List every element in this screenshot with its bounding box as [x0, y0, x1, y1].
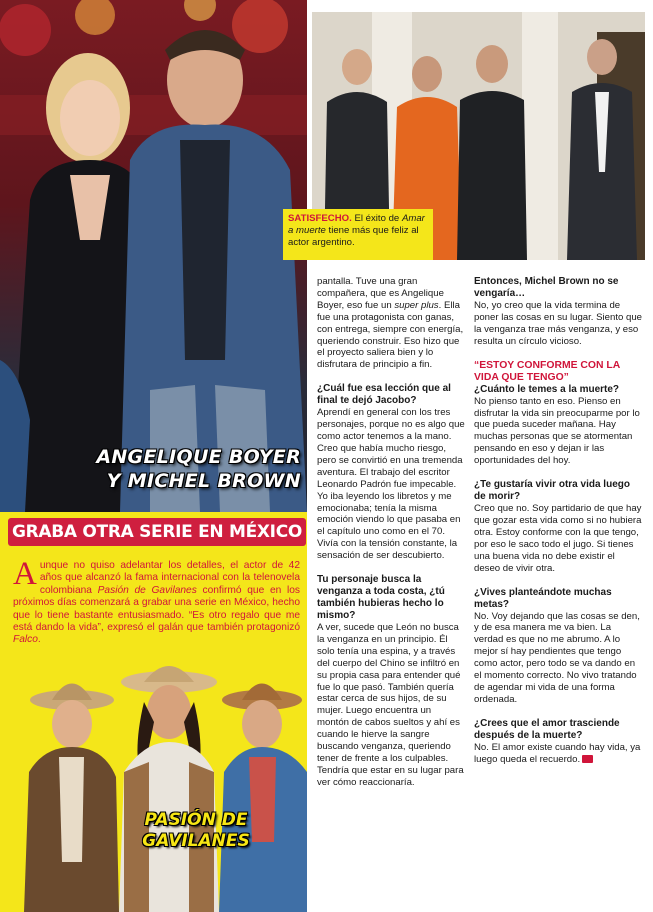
- answer: Creo que no. Soy partidario de que hay que gozar esta vida como si no hubiera otra. Estoy conforme con la que tengo, por eso le saco todo el jugo. Si tienes una buena vida no debe existir el deseo de vivir otra.: [474, 503, 642, 574]
- article-p1-emphasis: super plus: [394, 299, 439, 311]
- photo-caption-box: [283, 209, 433, 260]
- answer: No pienso tanto en eso. Pienso en disfrutar la vida sin preocuparme por lo que pueda suceder mañana. Hay muchas personas que se atormentan pensando en eso y dejan ir las oportunidades del hoy.: [474, 395, 640, 467]
- qa-block: [317, 383, 465, 562]
- question: Entonces, Michel Brown no se vengaría…: [474, 276, 619, 299]
- photo-caption-text1: El éxito de: [351, 213, 402, 224]
- question: ¿Te gustaría vivir otra vida luego de morir?: [474, 479, 630, 503]
- answer: No. Voy dejando que las cosas se den, y de esa manera me va bien. La verdad es que no me abrumo. A lo mejor sí hay pendientes que tengo como actor, pero todo se va dando en el momento correcto. No vivo tratando de agendar mi vida de una forma ordenada.: [474, 610, 640, 705]
- hero-photo: [0, 0, 307, 512]
- qa-block: [317, 574, 465, 789]
- sidebar-intro: [13, 556, 300, 647]
- hero-caption: [96, 445, 301, 493]
- qa-block: [474, 276, 642, 348]
- article-p1-end: . Ella fue una protagonista con ganas, con entrega, siempre con energía, queriendo construir. Eso hizo que el proyecto saliera bien y lo disfrutara de principio a fin.: [317, 299, 464, 371]
- answer: No, yo creo que la vida termina de poner las cosas en su lugar. Siento que la venganza trae más venganza, y eso resulta un círculo vicioso.: [474, 300, 643, 347]
- intro-show-title-2: Falco: [13, 634, 38, 646]
- intro-part2: confirmó que en los próximos días comenzará a grabar una serie en México, hecho que lo tiene bastante entusiasmado. “Es otro regalo que me está dando la vida”, expresó el galán que también protagonizó: [13, 584, 300, 634]
- cowboys-photo-illustration: [24, 662, 307, 912]
- drop-cap: A: [13, 556, 37, 592]
- qa-block: [474, 360, 642, 467]
- cowboys-caption: [116, 810, 276, 852]
- answer: A ver, sucede que León no busca la venganza en un principio. Él solo tenía una espina, y a través del cuerpo del Chino se infiltró en su propia casa para entender qué fue lo que pasó. También quería estar cerca de sus hijos, de su mujer. Luego encuentra un montón de cabos sueltos y ahí es cuando le hierve la sangre buscando venganza, queriendo tener de frente a los culpables. Tendría que estar en su lugar para ver cómo reaccionaría.: [317, 622, 464, 788]
- question: ¿Crees que el amor trasciende después de la muerte?: [474, 717, 620, 741]
- cowboys-caption-line2: GAVILANES: [142, 831, 250, 851]
- article-paragraph: [317, 276, 465, 371]
- article-p1: pantalla. Tuve una gran compañera, que es Angelique Boyer, eso fue un: [317, 276, 444, 311]
- cowboys-photo: [24, 662, 307, 912]
- hero-photo-illustration: [0, 0, 307, 512]
- hero-caption-line1: ANGELIQUE BOYER: [96, 446, 301, 468]
- photo-caption-label: SATISFECHO.: [288, 213, 352, 224]
- intro-end: .: [37, 634, 41, 646]
- hero-caption-line2: Y MICHEL BROWN: [106, 470, 301, 492]
- question: ¿Vives planteándote muchas metas?: [474, 586, 612, 610]
- section-title: GRABA OTRA SERIE EN MÉXICO: [11, 522, 303, 542]
- question: ¿Cuánto le temes a la muerte?: [474, 383, 620, 395]
- answer: Aprendí en general con los tres personajes, porque no es algo que como actor tenemos a la mano. Creo que había mucho riesgo, pero se convirtió en una tremenda aventura. El trabajo del escritor Leonardo Padrón fue impecable. Yo iba leyendo los libretos y me emocionaba; tenía la misma emoción viendo lo que pasaba en el capítulo uno como en el 70. Vivía con la tensión constante, la sensación de ser descubierto.: [317, 407, 465, 562]
- end-mark-icon: [582, 755, 593, 763]
- question: ¿Cuál fue esa lección que al final te dejó Jacobo?: [317, 383, 451, 407]
- qa-block: [474, 587, 642, 706]
- section-subhead: “ESTOY CONFORME CON LA VIDA QUE TENGO”: [474, 359, 620, 383]
- article-column-middle: [317, 276, 465, 801]
- question: Tu personaje busca la venganza a toda costa, ¿tú también hubieras hecho lo mismo?: [317, 574, 445, 622]
- qa-block: [474, 718, 642, 766]
- intro-show-title: Pasión de Gavilanes: [97, 584, 197, 596]
- article-column-right: [474, 276, 642, 778]
- cowboys-caption-line1: PASIÓN DE: [144, 810, 248, 830]
- photo-caption-show: Amar a muerte: [288, 213, 425, 236]
- answer: No. El amor existe cuando hay vida, ya luego queda el recuerdo.: [474, 741, 641, 765]
- qa-block: [474, 479, 642, 574]
- intro-part1: unque no quiso adelantar los detalles, el actor de 42 años que alcanzó la fama internacional con la telenovela colombiana: [39, 560, 300, 596]
- photo-caption-text2: tiene más que feliz al actor argentino.: [288, 225, 419, 248]
